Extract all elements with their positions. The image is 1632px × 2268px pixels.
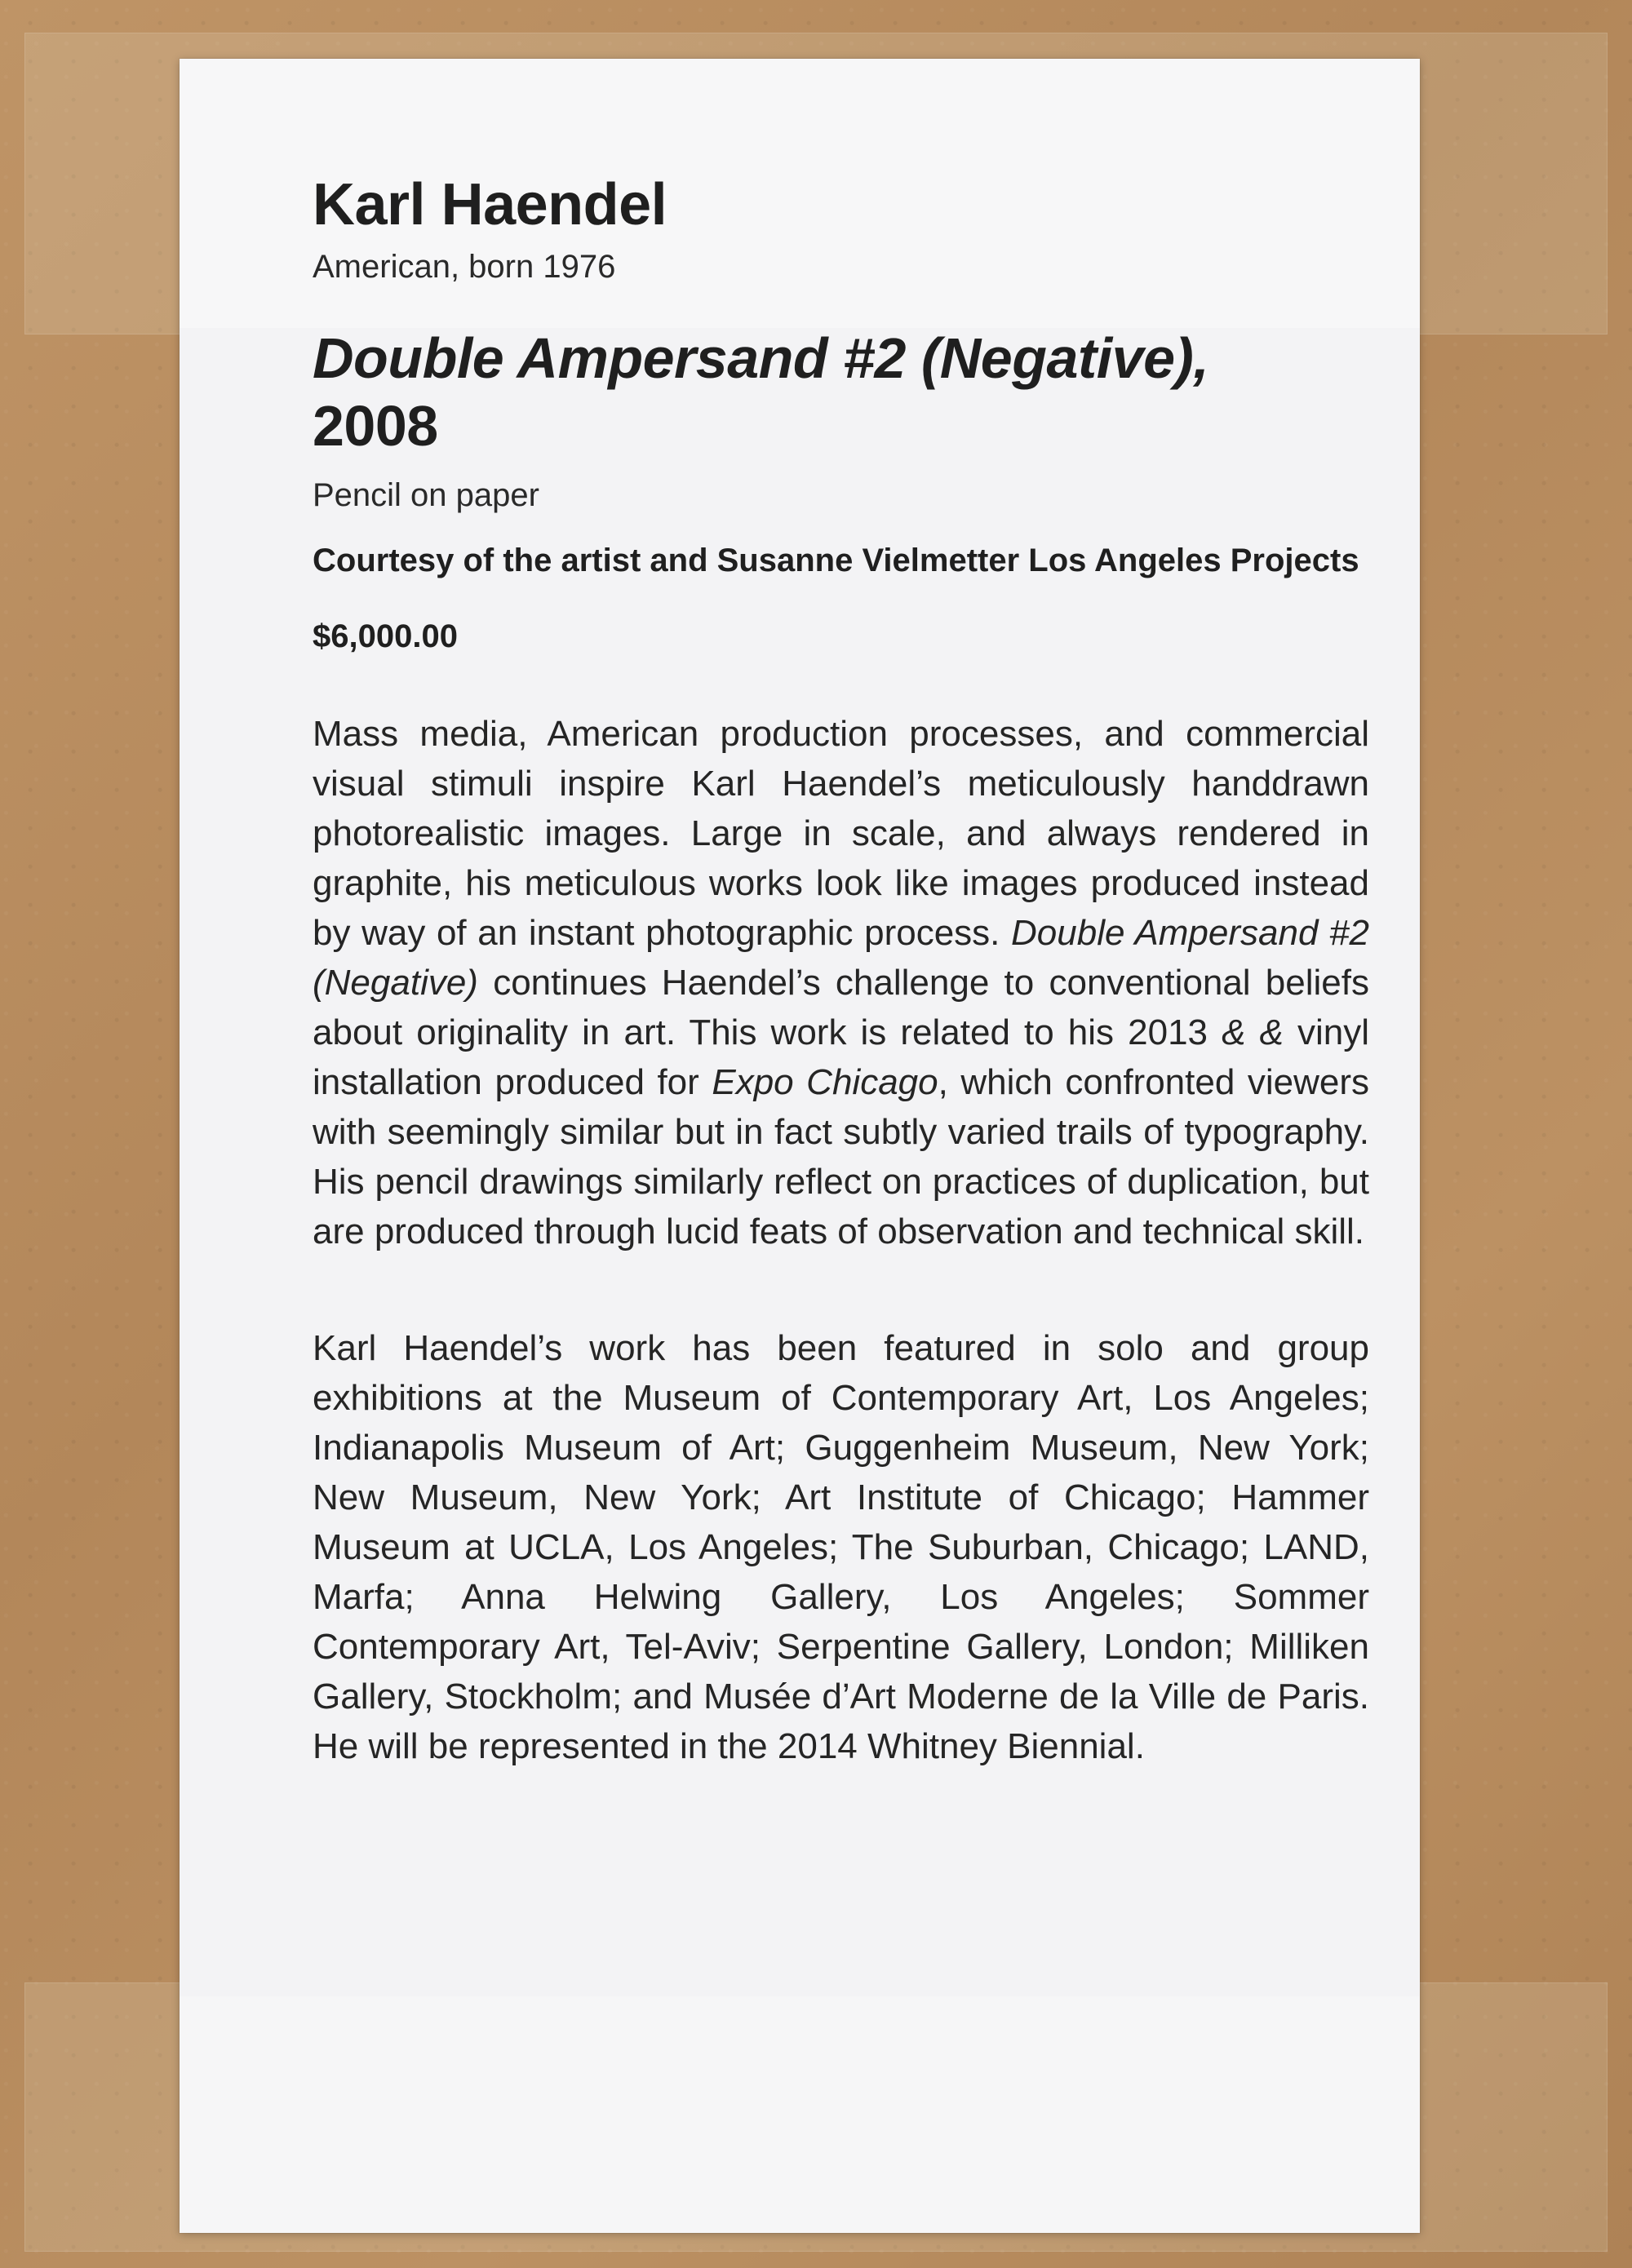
work-credit: Courtesy of the artist and Susanne Vielmetter Los Angeles Projects (313, 543, 1359, 579)
description-italic-fair: Expo Chicago (712, 1062, 938, 1103)
artist-origin: American, born 1976 (313, 249, 616, 286)
description-paragraph-1 (313, 709, 1369, 1256)
description-text: Mass media, American production processes, and commercial visual stimuli inspire Karl Haendel’s meticulously handdrawn photorealistic images. Large in scale, and always rendered in graphite, his meticulous works look like images produced instead by way of an instant photographic process. (313, 714, 1369, 954)
description-paragraph-2: Karl Haendel’s work has been featured in solo and group exhibitions at the Museum of Contemporary Art, Los Angeles; Indianapolis Museum of Art; Guggenheim Museum, New York; New Museum, New York; Art Institute of Chicago; Hammer Museum at UCLA, Los Angeles; The Suburban, Chicago; LAND, Marfa; Anna Helwing Gallery, Los Angeles; Sommer Contemporary Art, Tel-Aviv; Serpentine Gallery, London; Milliken Gallery, Stockholm; and Musée d’Art Moderne de la Ville de Paris. He will be represented in the 2014 Whitney Biennial. (313, 1328, 1369, 1767)
label-content (313, 173, 1369, 1771)
work-title (313, 325, 1369, 459)
description-text: vinyl installation produced for (313, 1012, 1370, 1103)
work-price: $6,000.00 (313, 618, 458, 655)
description-italic-installation: & & (1222, 1012, 1284, 1053)
work-title-text: Double Ampersand #2 (Negative), (313, 326, 1209, 391)
work-medium: Pencil on paper (313, 477, 539, 514)
artist-name: Karl Haendel (313, 172, 667, 237)
description-text: , which confronted viewers with seemingly similar but in fact subtly varied trails of typography. His pencil drawings similarly reflect on practices of duplication, but are produced through lucid feats of observation and technical skill. (313, 1062, 1370, 1252)
work-year: 2008 (313, 393, 438, 458)
wall-label-card (180, 59, 1420, 2233)
description-italic-title: Double Ampersand #2 (Negative) (313, 913, 1369, 1003)
description-text: continues Haendel’s challenge to conventional beliefs about originality in art. This work is related to his 2013 (313, 963, 1369, 1053)
